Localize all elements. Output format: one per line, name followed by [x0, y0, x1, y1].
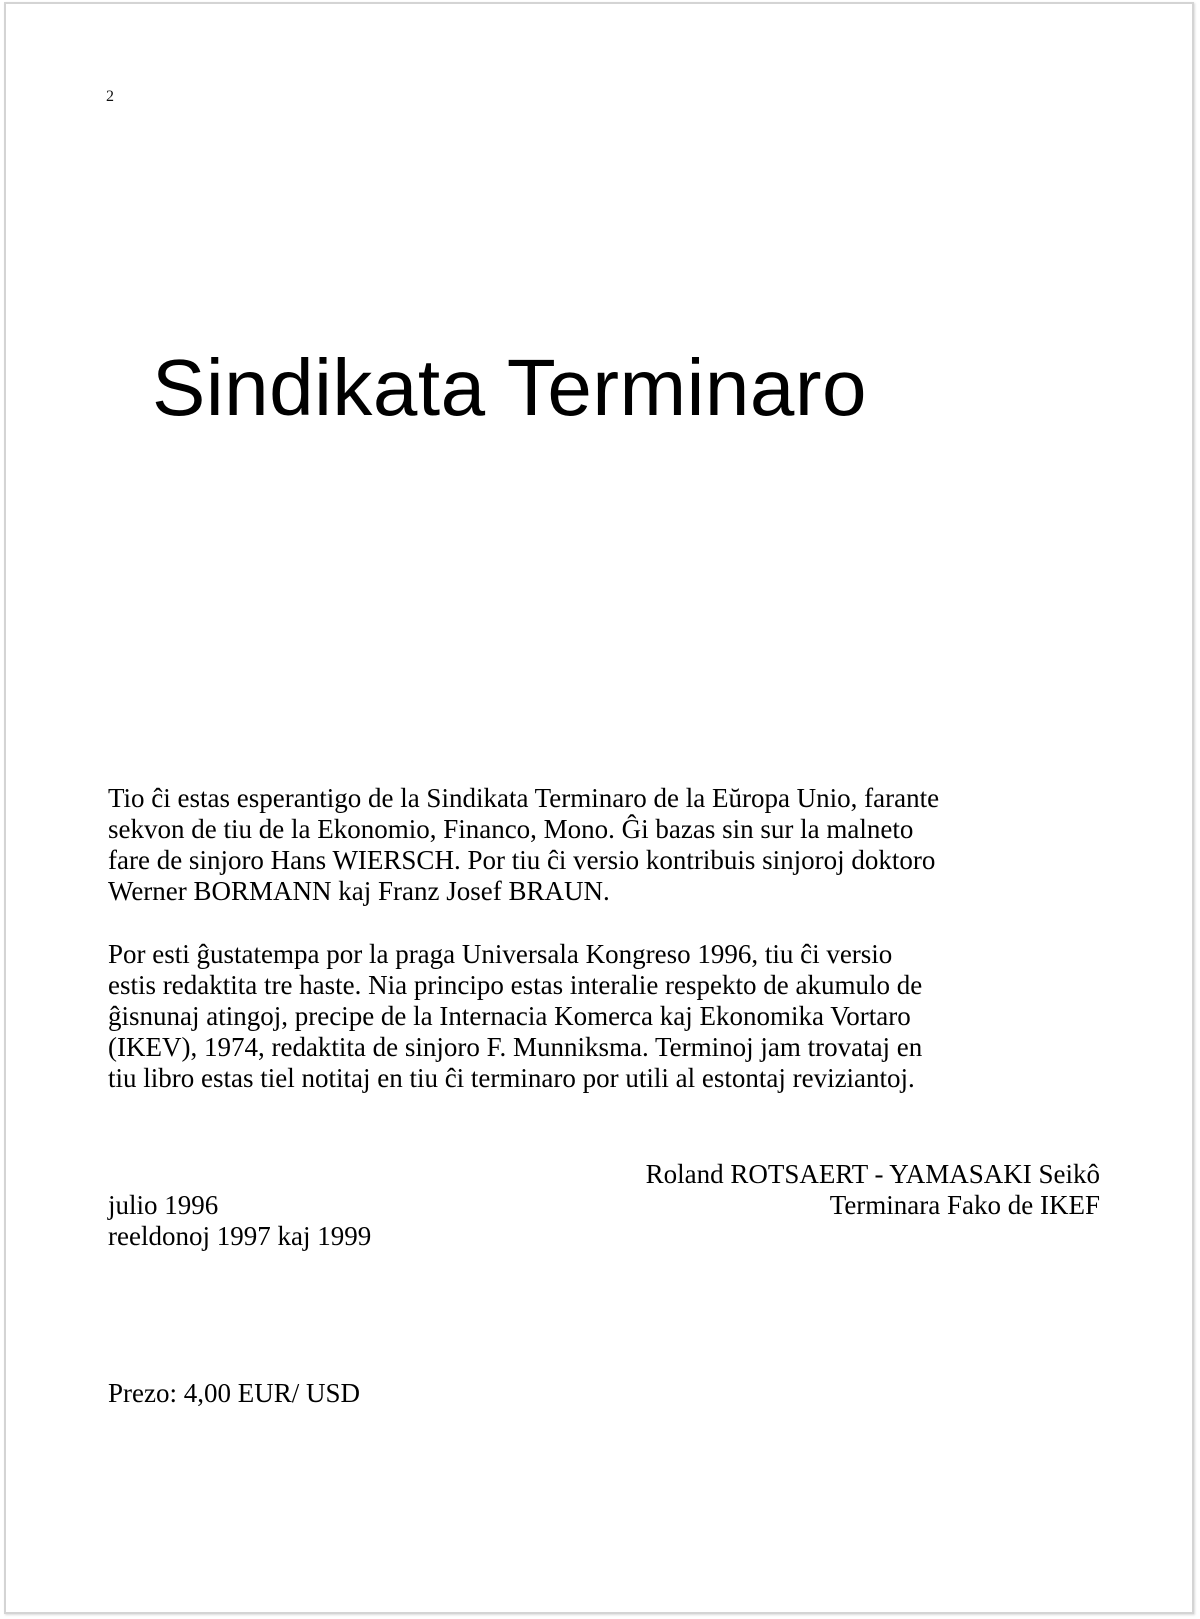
intro-paragraph	[108, 783, 1088, 907]
document-page	[4, 2, 1194, 1614]
signature-reprints: reeldonoj 1997 kaj 1999	[108, 1221, 372, 1251]
paragraph-line: (IKEV), 1974, redaktita de sinjoro F. Munniksma. Terminoj jam trovataj en	[108, 1032, 923, 1062]
signature-block	[108, 1159, 1100, 1252]
signature-date: julio 1996	[108, 1190, 219, 1220]
paragraph-line: Por esti ĝustatempa por la praga Universala Kongreso 1996, tiu ĉi versio	[108, 939, 893, 969]
paragraph-line: ĝisnunaj atingoj, precipe de la Internacia Komerca kaj Ekonomika Vortaro	[108, 1001, 911, 1031]
paragraph-line: tiu libro estas tiel notitaj en tiu ĉi terminaro por utili al estontaj reviziantoj.	[108, 1063, 915, 1093]
paragraph-line: Tio ĉi estas esperantigo de la Sindikata Terminaro de la Eŭropa Unio, farante	[108, 783, 940, 813]
paragraph-line: sekvon de tiu de la Ekonomio, Financo, Mono. Ĝi bazas sin sur la malneto	[108, 814, 914, 844]
paragraph-line: fare de sinjoro Hans WIERSCH. Por tiu ĉi versio kontribuis sinjoroj doktoro	[108, 845, 936, 875]
page-number: 2	[106, 88, 114, 105]
signature-organization: Terminara Fako de IKEF	[829, 1190, 1100, 1220]
price-text: Prezo: 4,00 EUR/ USD	[108, 1378, 360, 1408]
paragraph-line: Werner BORMANN kaj Franz Josef BRAUN.	[108, 876, 610, 906]
paragraph-line: estis redaktita tre haste. Nia principo estas interalie respekto de akumulo de	[108, 970, 923, 1000]
history-paragraph	[108, 939, 1088, 1094]
document-title: Sindikata Terminaro	[152, 343, 868, 432]
signature-authors: Roland ROTSAERT - YAMASAKI Seikô	[645, 1159, 1100, 1189]
